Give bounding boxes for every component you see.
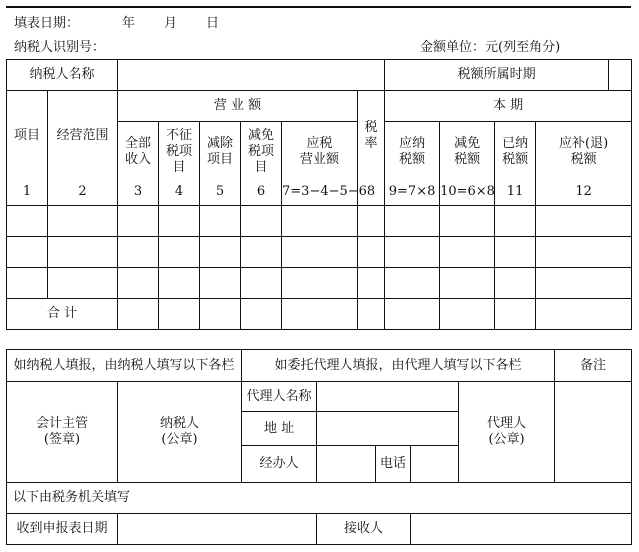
table-cell[interactable] bbox=[241, 206, 282, 237]
remarks-label: 备注 bbox=[555, 350, 632, 382]
table-cell[interactable] bbox=[440, 268, 495, 299]
column-number-9: 9=7×8 bbox=[385, 182, 440, 206]
column-number-2: 2 bbox=[48, 182, 118, 206]
table-cell[interactable] bbox=[358, 268, 385, 299]
receiver-field[interactable] bbox=[411, 514, 632, 545]
table-cell[interactable] bbox=[118, 206, 159, 237]
column-number-10: 10=6×8 bbox=[440, 182, 495, 206]
table-cell[interactable] bbox=[282, 299, 358, 330]
accountant-signature[interactable]: 会计主管 (签章) bbox=[7, 382, 118, 483]
table-cell[interactable] bbox=[282, 206, 358, 237]
table-cell[interactable] bbox=[495, 206, 536, 237]
tax-period-field[interactable] bbox=[609, 60, 632, 91]
remarks-field[interactable] bbox=[555, 382, 632, 483]
column-number-12: 12 bbox=[536, 182, 632, 206]
table-cell[interactable] bbox=[495, 299, 536, 330]
currency-unit-label: 金额单位：元(列至角分) bbox=[420, 40, 561, 55]
item-header: 项目 bbox=[7, 91, 48, 182]
year-label: 年 bbox=[122, 16, 136, 31]
column-number-7: 7=3−4−5−6 bbox=[282, 182, 358, 206]
agent-name-label: 代理人名称 bbox=[242, 382, 317, 412]
table-row bbox=[7, 206, 632, 237]
deduction-items-header: 减除 项目 bbox=[200, 122, 241, 182]
signature-table bbox=[6, 349, 632, 545]
column-number-11: 11 bbox=[495, 182, 536, 206]
table-cell[interactable] bbox=[282, 268, 358, 299]
agent-fill-label: 如委托代理人填报，由代理人填写以下各栏 bbox=[242, 350, 555, 382]
table-cell[interactable] bbox=[440, 299, 495, 330]
tax-due-header: 应补(退) 税额 bbox=[536, 122, 632, 182]
scope-header: 经营范围 bbox=[48, 91, 118, 182]
table-row bbox=[7, 237, 632, 268]
table-cell[interactable] bbox=[440, 206, 495, 237]
current-period-header: 本 期 bbox=[385, 91, 632, 122]
column-number-5: 5 bbox=[200, 182, 241, 206]
table-cell[interactable] bbox=[159, 268, 200, 299]
table-cell[interactable] bbox=[358, 299, 385, 330]
table-cell[interactable] bbox=[440, 237, 495, 268]
taxpayer-id-label: 纳税人识别号： bbox=[14, 40, 106, 55]
phone-label: 电话 bbox=[376, 446, 411, 483]
receiver-label: 接收人 bbox=[317, 514, 411, 545]
column-number-6: 6 bbox=[241, 182, 282, 206]
tax-relief-header: 减免 税额 bbox=[440, 122, 495, 182]
table-cell[interactable] bbox=[385, 206, 440, 237]
top-rule bbox=[6, 6, 631, 8]
total-row bbox=[7, 299, 632, 330]
agent-seal[interactable]: 代理人 (公章) bbox=[459, 382, 555, 483]
table-cell[interactable] bbox=[7, 206, 48, 237]
table-row bbox=[7, 268, 632, 299]
day-label: 日 bbox=[206, 16, 220, 31]
table-cell[interactable] bbox=[200, 268, 241, 299]
column-number-3: 3 bbox=[118, 182, 159, 206]
table-cell[interactable] bbox=[536, 299, 632, 330]
table-cell[interactable] bbox=[495, 268, 536, 299]
table-cell[interactable] bbox=[241, 299, 282, 330]
table-cell[interactable] bbox=[536, 268, 632, 299]
table-cell[interactable] bbox=[48, 206, 118, 237]
table-cell[interactable] bbox=[241, 268, 282, 299]
table-cell[interactable] bbox=[200, 237, 241, 268]
tax-rate-header: 税 率 bbox=[358, 91, 385, 182]
table-cell[interactable] bbox=[536, 206, 632, 237]
table-cell[interactable] bbox=[159, 299, 200, 330]
table-cell[interactable] bbox=[118, 299, 159, 330]
table-cell[interactable] bbox=[118, 237, 159, 268]
phone-field[interactable] bbox=[411, 446, 459, 483]
tax-period-label: 税额所属时期 bbox=[385, 60, 609, 91]
table-cell[interactable] bbox=[358, 206, 385, 237]
total-income-header: 全部 收入 bbox=[118, 122, 159, 182]
table-cell[interactable] bbox=[7, 237, 48, 268]
column-number-1: 1 bbox=[7, 182, 48, 206]
handler-label: 经办人 bbox=[242, 446, 317, 483]
table-cell[interactable] bbox=[48, 237, 118, 268]
taxpayer-name-label: 纳税人名称 bbox=[7, 60, 118, 91]
exempt-items-header: 减免 税项 目 bbox=[241, 122, 282, 182]
revenue-group-header: 营 业 额 bbox=[118, 91, 358, 122]
table-cell[interactable] bbox=[118, 268, 159, 299]
total-label: 合 计 bbox=[7, 299, 118, 330]
fill-date-label: 填表日期： bbox=[14, 16, 80, 31]
taxable-revenue-header: 应税 营业额 bbox=[282, 122, 358, 182]
self-fill-label: 如纳税人填报，由纳税人填写以下各栏 bbox=[7, 350, 242, 382]
table-cell[interactable] bbox=[7, 268, 48, 299]
column-number-4: 4 bbox=[159, 182, 200, 206]
address-label: 地 址 bbox=[242, 412, 317, 446]
table-cell[interactable] bbox=[159, 206, 200, 237]
taxpayer-name-field[interactable] bbox=[118, 60, 385, 91]
tax-office-fill-label: 以下由税务机关填写 bbox=[7, 483, 632, 514]
table-cell[interactable] bbox=[358, 237, 385, 268]
table-cell[interactable] bbox=[200, 299, 241, 330]
tax-payable-header: 应纳 税额 bbox=[385, 122, 440, 182]
table-cell[interactable] bbox=[48, 268, 118, 299]
table-cell[interactable] bbox=[385, 299, 440, 330]
agent-name-field[interactable] bbox=[317, 382, 459, 412]
table-cell[interactable] bbox=[241, 237, 282, 268]
address-field[interactable] bbox=[317, 412, 459, 446]
table-cell[interactable] bbox=[159, 237, 200, 268]
handler-field[interactable] bbox=[317, 446, 376, 483]
table-cell[interactable] bbox=[385, 237, 440, 268]
taxpayer-seal[interactable]: 纳税人 (公章) bbox=[118, 382, 242, 483]
table-cell[interactable] bbox=[200, 206, 241, 237]
tax-paid-header: 已纳 税额 bbox=[495, 122, 536, 182]
received-date-field[interactable] bbox=[118, 514, 317, 545]
table-cell[interactable] bbox=[385, 268, 440, 299]
table-cell[interactable] bbox=[536, 237, 632, 268]
received-date-label: 收到申报表日期 bbox=[7, 514, 118, 545]
month-label: 月 bbox=[164, 16, 178, 31]
non-taxable-items-header: 不征 税项 目 bbox=[159, 122, 200, 182]
declaration-table bbox=[6, 59, 632, 330]
table-cell[interactable] bbox=[495, 237, 536, 268]
table-cell[interactable] bbox=[282, 237, 358, 268]
column-number-8: 8 bbox=[358, 182, 385, 206]
